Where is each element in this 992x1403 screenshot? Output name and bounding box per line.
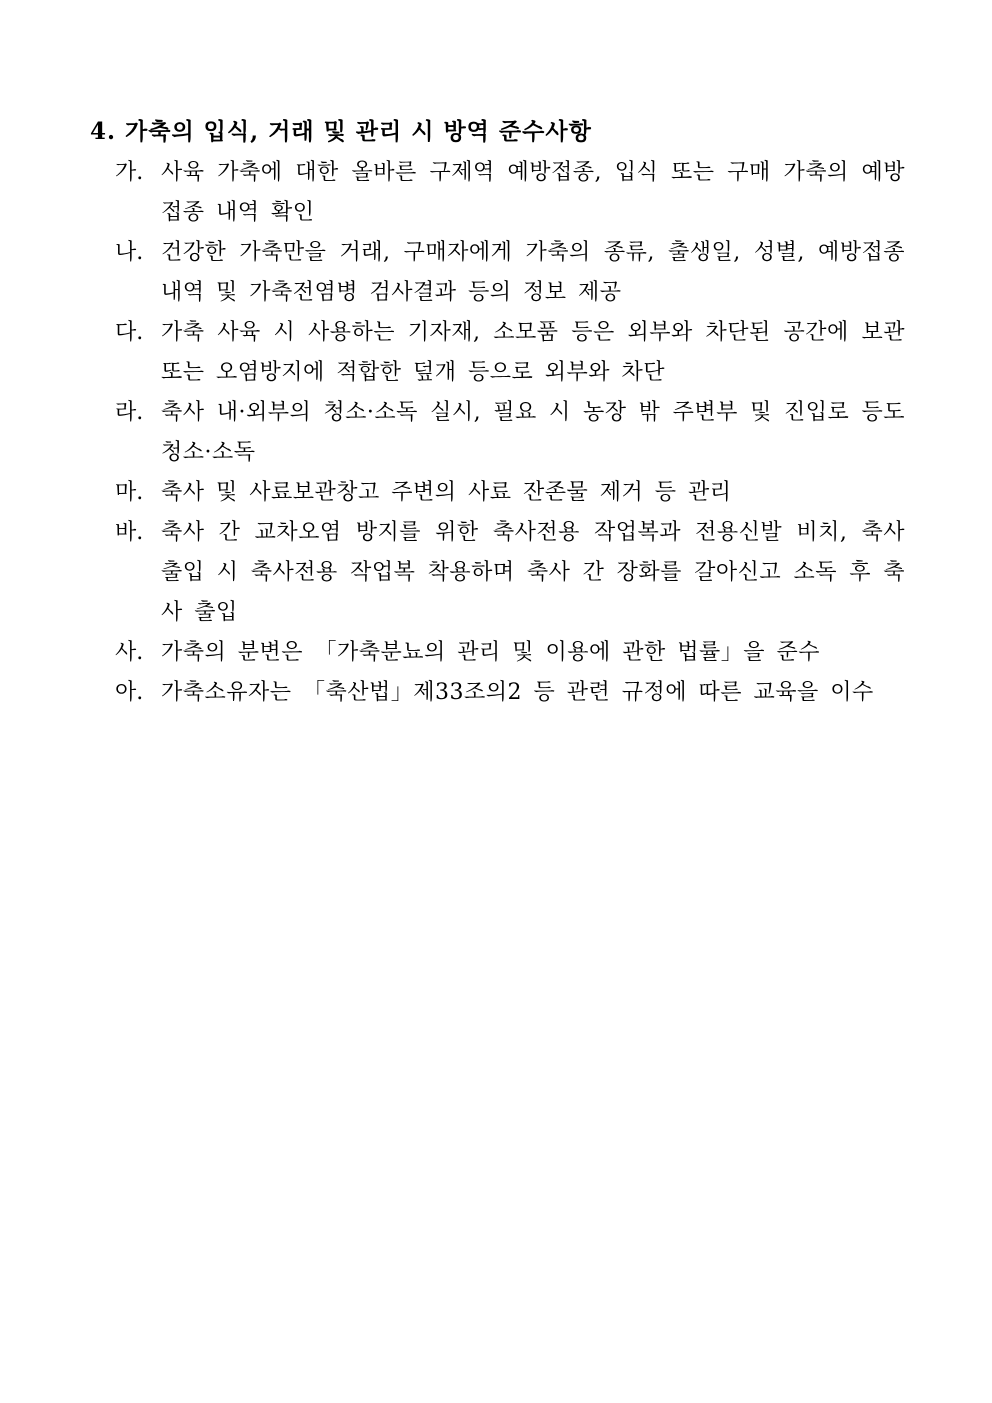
item-marker: 다. bbox=[115, 320, 144, 345]
section-title: 4. 가축의 입식, 거래 및 관리 시 방역 준수사항 bbox=[90, 118, 592, 145]
item-text: 가축의 분변은 「가축분뇨의 관리 및 이용에 관한 법률」을 준수 bbox=[161, 640, 820, 665]
item-text: 축사 및 사료보관창고 주변의 사료 잔존물 제거 등 관리 bbox=[161, 480, 732, 505]
item-text: 축사 간 교차오염 방지를 위한 축사전용 작업복과 전용신발 비치, 축사 출입 시 축사전용 작업복 착용하며 축사 간 장화를 갈아신고 소독 후 축사 출입 bbox=[161, 520, 905, 625]
list-item bbox=[115, 393, 905, 473]
list-item bbox=[115, 473, 905, 513]
item-text: 건강한 가축만을 거래, 구매자에게 가축의 종류, 출생일, 성별, 예방접종 내역 및 가축전염병 검사결과 등의 정보 제공 bbox=[161, 240, 905, 305]
item-text: 가축소유자는 「축산법」제33조의2 등 관련 규정에 따른 교육을 이수 bbox=[161, 680, 874, 705]
item-text: 축사 내·외부의 청소·소독 실시, 필요 시 농장 밖 주변부 및 진입로 등도 청소·소독 bbox=[161, 400, 905, 465]
item-marker: 나. bbox=[115, 240, 144, 265]
requirements-list bbox=[115, 153, 905, 713]
item-marker: 마. bbox=[115, 480, 144, 505]
item-marker: 사. bbox=[115, 640, 144, 665]
item-text: 가축 사육 시 사용하는 기자재, 소모품 등은 외부와 차단된 공간에 보관 또는 오염방지에 적합한 덮개 등으로 외부와 차단 bbox=[161, 320, 905, 385]
list-item bbox=[115, 233, 905, 313]
item-marker: 아. bbox=[115, 680, 144, 705]
list-item bbox=[115, 673, 905, 713]
list-item bbox=[115, 513, 905, 633]
item-marker: 바. bbox=[115, 520, 144, 545]
list-item bbox=[115, 313, 905, 393]
item-marker: 가. bbox=[115, 160, 144, 185]
item-marker: 라. bbox=[115, 400, 144, 425]
item-text: 사육 가축에 대한 올바른 구제역 예방접종, 입식 또는 구매 가축의 예방접종 내역 확인 bbox=[161, 160, 905, 225]
list-item bbox=[115, 153, 905, 233]
list-item bbox=[115, 633, 905, 673]
